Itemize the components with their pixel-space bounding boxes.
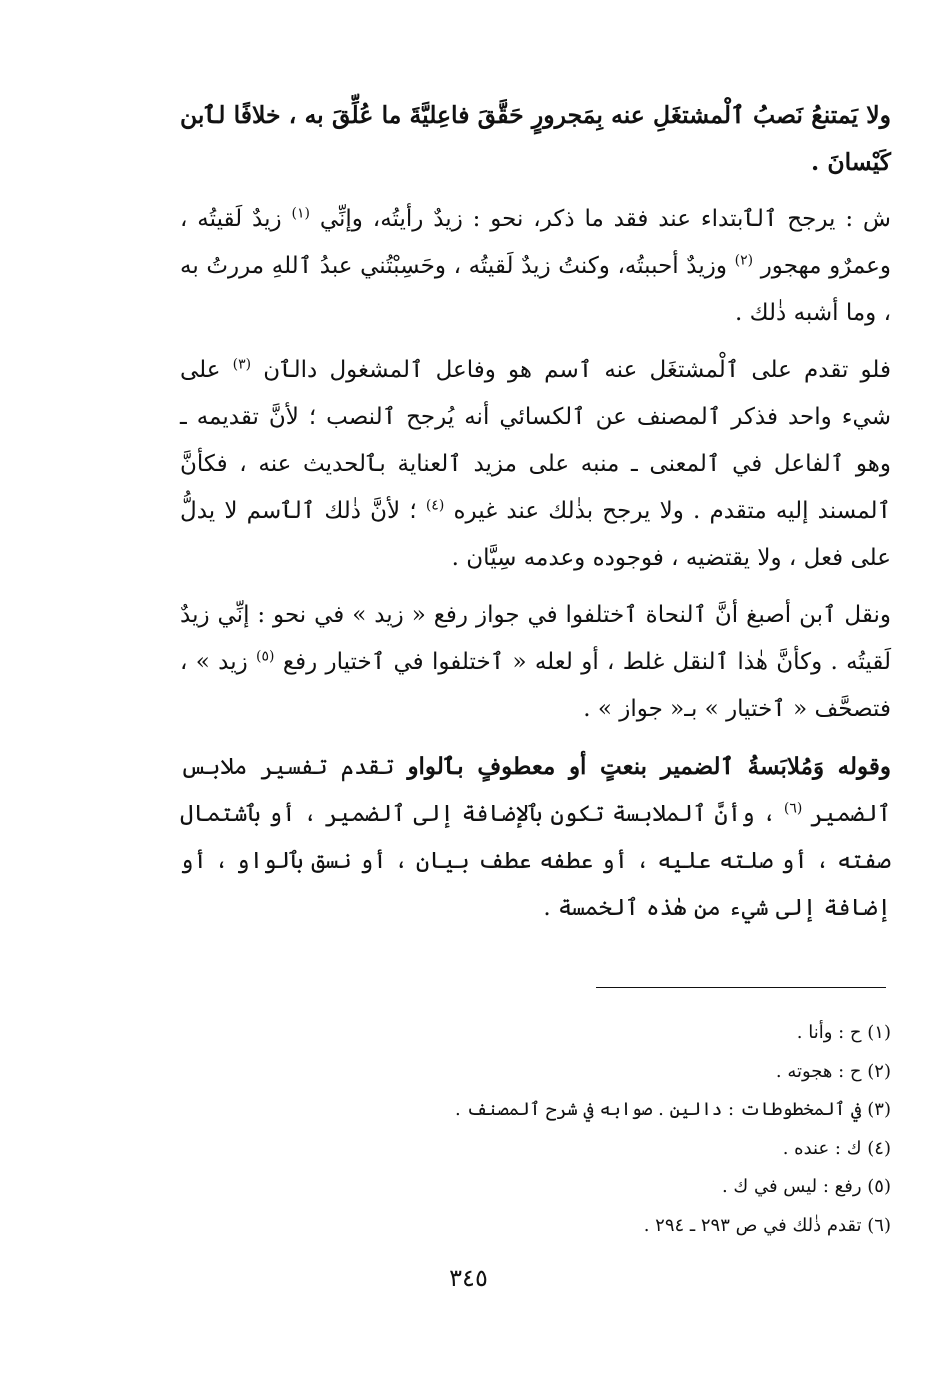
- footnote-2: (٢) ح : هجوته .: [775, 1060, 891, 1082]
- footnote-ref-5[interactable]: (٥): [256, 648, 275, 665]
- paragraph-text: زيد » ، فتصحَّف « ٱختيار » بـ« جواز » .: [180, 649, 891, 722]
- footnote-4: (٤) ك : عنده .: [782, 1137, 891, 1159]
- footnote-ref-6[interactable]: (٦): [783, 800, 803, 817]
- paragraph-2: [180, 347, 891, 582]
- paragraph-3: [180, 592, 891, 733]
- paragraph-text: ونقل ٱبن أصبغ أنَّ ٱلنحاة ٱختلفوا في جواز رفع « زيد » في نحو : إنِّي زيدٌ لَقيتُه . وكأنَّ هٰذا ٱلنقل غلط ، أو لعله « ٱختلفوا في ٱختيار رفع: [180, 602, 892, 675]
- paragraph-1: [180, 196, 891, 337]
- footnotes: [191, 1014, 891, 1245]
- paragraph-text: زيدٌ لَقيتُه ، وعمرٌو مهجور: [180, 206, 892, 279]
- footnote-3: (٣) في ٱلمخطوطات : دالين . صوابه في شرح ٱلمصنف .: [455, 1099, 891, 1120]
- main-text: [180, 92, 891, 932]
- matn-quote: وقوله وَمُلابَسةُ ٱلضمير بنعتٍ أو معطوفٍ بٱلواو: [407, 753, 891, 780]
- paragraph-4: [180, 743, 891, 932]
- footnote-ref-4[interactable]: (٤): [425, 497, 445, 514]
- footnote-ref-3[interactable]: (٣): [232, 356, 252, 373]
- footnote-6: (٦) تقدم ذٰلك في ص ٢٩٣ ـ ٢٩٤ .: [643, 1214, 891, 1236]
- matn-text: ولا يَمتنعُ نَصبُ ٱلْمشتغَلِ عنه بِمَجرورٍ حَقَّقَ فاعِليَّةَ ما عُلِّقَ به ، خلافًا لٱبن كَيْسانَ .: [180, 101, 891, 176]
- paragraph-text: ، وأنَّ ٱلملابسة تكون بٱلإضافة إلى ٱلضمير ، أو بٱشتمال صفته ، أو صلته عليه ، أو عطفه عطف بيان ، أو نسق بٱلواو ، أو إضافة إلى شيء من هٰذه ٱلخمسة .: [180, 801, 891, 921]
- footnote-divider: [596, 987, 886, 988]
- page-number: ٣٤٥: [449, 1264, 488, 1292]
- paragraph-text: تقدم تفسير ملابس ٱلضمير: [180, 754, 891, 827]
- footnote-5: (٥) رفع : ليس في ك .: [721, 1176, 891, 1197]
- footnote-ref-2[interactable]: (٢): [734, 252, 754, 269]
- footnote-1: (١) ح : وأنا .: [796, 1022, 891, 1043]
- paragraph-text: وزيدٌ أحببتُه، وكنتُ زيدٌ لَقيتُه ، وحَسِبْتُني عبدُ ٱللهِ مررتُ به ، وما أشبه ذٰلك .: [180, 253, 891, 326]
- paragraph-text: ؛ لأنَّ ذٰلك ٱلٱسم لا يدلُّ على فعل ، ولا يقتضيه ، فوجوده وعدمه سِيَّان .: [180, 498, 891, 571]
- paragraph-text: ش : يرجح ٱلٱبتداء عند فقد ما ذكر، نحو : زيدٌ رأيتُه، وإنِّي: [319, 206, 892, 232]
- footnote-ref-1[interactable]: (١): [291, 205, 310, 222]
- paragraph-text: فلو تقدم على ٱلْمشتغَل عنه ٱسم هو وفاعل ٱلمشغول دالٱن: [263, 357, 892, 383]
- paragraph-text: على شيء واحد فذكر ٱلمصنف عن ٱلكسائي أنه يُرجح ٱلنصب ؛ لأنَّ تقديمه ـ وهو ٱلفاعل في ٱلمعنى ـ منبه على مزيد ٱلعناية بٱلحديث عنه ، فكأنَّ ٱلمسند إليه متقدم . ولا يرجح بذٰلك عند غيره: [180, 357, 891, 524]
